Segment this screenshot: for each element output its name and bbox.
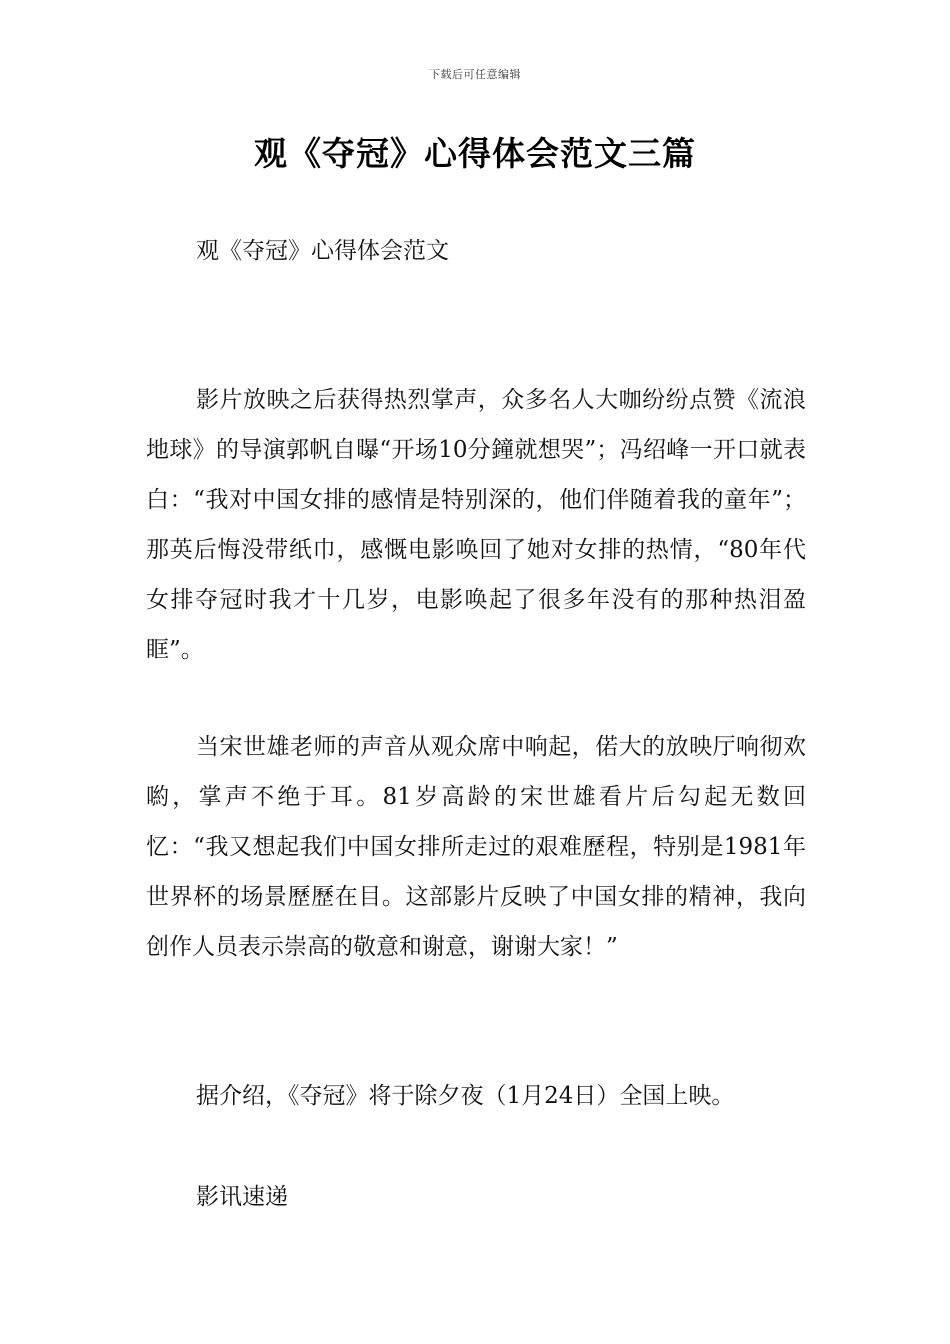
- subtitle: 观《夺冠》心得体会范文: [196, 238, 449, 264]
- header-note: 下载后可任意编辑: [429, 68, 521, 81]
- section-heading: 影讯速递: [196, 1184, 288, 1210]
- document-title: 观《夺冠》心得体会范文三篇: [254, 134, 696, 173]
- paragraph: 当宋世雄老师的声音从观众席中响起，偌大的放映厅响彻欢喲，掌声不绝于耳。81岁高龄的宋世雄看片后勾起无数回忆：“我又想起我们中国女排所走过的艰难歷程，特别是1981年世界杯的场景歷歷在目。这部影片反映了中国女排的精神，我向创作人员表示崇高的敬意和谢意，谢谢大家！”: [146, 734, 806, 960]
- paragraph: 据介绍，《夺冠》将于除夕夜（1月24日）全国上映。: [196, 1083, 735, 1109]
- paragraph: 影片放映之后获得热烈掌声，众多名人大咖纷纷点赞《流浪地球》的导演郭帆自曝“开场10分鐘就想哭”；冯绍峰一开口就表白：“我对中国女排的感情是特别深的，他们伴随着我的童年”；那英后悔没带纸巾，感慨电影唤回了她对女排的热情，“80年代女排夺冠时我才十几岁，电影唤起了很多年没有的那种热泪盈眶”。: [146, 387, 806, 663]
